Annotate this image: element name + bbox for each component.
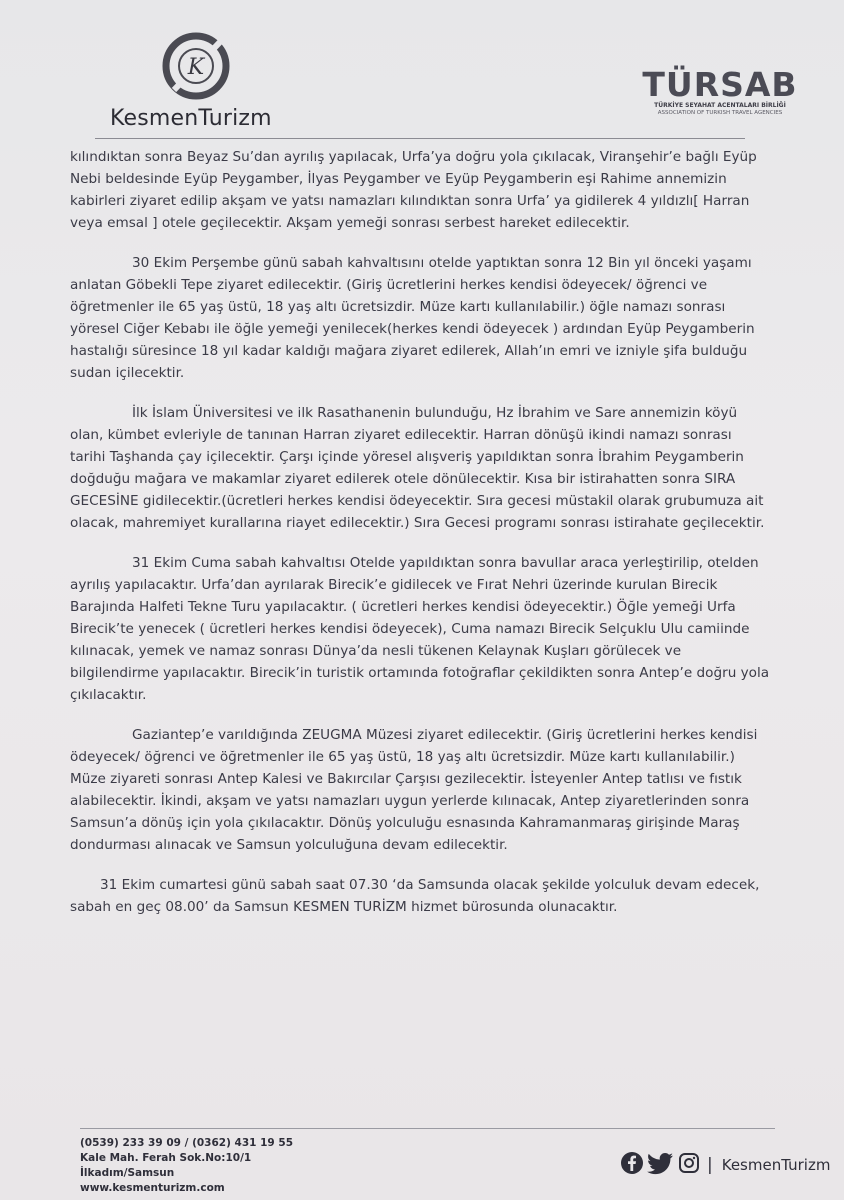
header-divider — [95, 138, 745, 139]
kesmen-logo-icon — [160, 30, 232, 102]
paragraph-harran: İlk İslam Üniversitesi ve ilk Rasathanenin bulunduğu, Hz İbrahim ve Sare annemizin köyü olan, kümbet evleriyle de tanınan Harran ziyaret edilecektir. Harran dönüşü ikindi namazı sonrası tarihi Taşhanda çay içilecektir. Çarşı içinde yöresel alışveriş yapıldıktan sonra İbrahim Peygamberin doğduğu mağara ve makamlar ziyaret edilerek otele dönülecektir. Kısa bir istirahatten sonra SIRA GECESİNE gidilecektir.(ücretleri herkes kendisi ödeyecektir. Sıra gecesi müstakil olarak grubumuza ait olacak, mahremiyet kurallarına riayet edilecektir.) Sıra Gecesi programı sonrası istirahate geçilecektir. — [70, 405, 765, 531]
paragraph-gaziantep: Gaziantep’e varıldığında ZEUGMA Müzesi ziyaret edilecektir. (Giriş ücretlerini herkes kendisi ödeyecek/ öğrenci ve öğretmenler ile 65 yaş üstü, 18 yaş altı ücretsizdir. Müze kartı kullanılabilir.) Müze ziyareti sonrası Antep Kalesi ve Bakırcılar Çarşısı gezilecektir. İsteyenler Antep tatlısı ve fıstık alabilecektir. İkindi, akşam ve yatsı namazları uygun yerlerde kılınacak, Antep ziyaretlerinden sonra Samsun’a dönüş için yola çıkılacaktır. Dönüş yolculuğu esnasında Kahramanmaraş girişinde Maraş dondurması alınacak ve Samsun yolculuğuna devam edilecektir. — [70, 727, 758, 853]
tursab-subtitle: TÜRKİYE SEYAHAT ACENTALARI BİRLİĞİ — [654, 102, 786, 109]
address-line-1: Kale Mah. Ferah Sok.No:10/1 — [80, 1152, 252, 1164]
contact-info — [80, 1136, 293, 1196]
social-links — [620, 1152, 830, 1178]
website-link[interactable]: www.kesmenturizm.com — [80, 1182, 225, 1194]
itinerary-text — [70, 146, 770, 936]
paragraph-oct-30: 30 Ekim Perşembe günü sabah kahvaltısını otelde yaptıktan sonra 12 Bin yıl önceki yaşamı anlatan Göbekli Tepe ziyaret edilecektir. (Giriş ücretlerini herkes kendisi ödeyecek/ öğrenci ve öğretmenler ile 65 yaş üstü, 18 yaş altı ücretsizdir. Müze kartı kullanılabilir.) öğle namazı sonrası yöresel Ciğer Kebabı ile öğle yemeği yenilecek(herkes kendi ödeyecek ) ardından Eyüp Peygamberin hastalığı süresince 18 yıl kadar kaldığı mağara ziyaret edilerek, Allah’ın emri ve izniyle şifa bulduğu sudan içilecektir. — [70, 255, 755, 381]
twitter-icon[interactable] — [647, 1151, 675, 1179]
social-separator: | — [707, 1155, 713, 1175]
paragraph-return: 31 Ekim cumartesi günü sabah saat 07.30 ‘da Samsunda olacak şekilde yolculuk devam edecek, sabah en geç 08.00’ da Samsun KESMEN TURİZM hizmet bürosunda olunacaktır. — [70, 877, 760, 915]
svg-text:K: K — [187, 55, 205, 80]
tursab-name: TÜRSAB — [642, 65, 798, 104]
paragraph-oct-31: 31 Ekim Cuma sabah kahvaltısı Otelde yapıldıktan sonra bavullar araca yerleştirilip, otelden ayrılış yapılacaktır. Urfa’dan ayrılarak Birecik’e gidilecek ve Fırat Nehri üzerinde kurulan Birecik Barajında Halfeti Tekne Turu yapılacaktır. ( ücretleri herkes kendisi ödeyecektir.) Öğle yemeği Urfa Birecik’te yenecek ( ücretleri herkes kendisi ödeyecek), Cuma namazı Birecik Selçuklu Ulu camiinde kılınacak, yemek ve namaz sonrası Dünya’da nesli tükenen Kelaynak Kuşları görülecek ve bilgilendirme yapılacaktır. Birecik’in turistik ortamında fotoğraflar çekildikten sonra Antep’e doğru yola çıkılacaktır. — [70, 555, 770, 703]
address-line-2: İlkadım/Samsun — [80, 1167, 175, 1179]
brand-name: KesmenTurizm — [110, 106, 272, 131]
paragraph-intro: kılındıktan sonra Beyaz Su’dan ayrılış yapılacak, Urfa’ya doğru yola çıkılacak, Viranşehir’e bağlı Eyüp Nebi beldesinde Eyüp Peygamber, İlyas Peygamber ve Eyüp Peygamberin eşi Rahime annemizin kabirleri ziyaret edilip akşam ve yatsı namazları kılındıktan sonra Urfa’ ya gidilerek 4 yıldızlı[ Harran veya emsal ] otele geçilecektir. Akşam yemeği sonrası serbest hareket edilecektir. — [70, 149, 757, 231]
facebook-icon[interactable] — [620, 1151, 644, 1179]
social-handle[interactable]: KesmenTurizm — [721, 1156, 831, 1174]
tursab-subtitle-en: ASSOCIATION OF TURKISH TRAVEL AGENCIES — [657, 110, 783, 116]
kesmen-logo — [110, 30, 310, 140]
footer-divider — [80, 1128, 775, 1129]
phone-number: (0539) 233 39 09 / (0362) 431 19 55 — [80, 1137, 294, 1149]
tursab-logo — [640, 65, 800, 128]
instagram-icon[interactable] — [678, 1152, 700, 1178]
